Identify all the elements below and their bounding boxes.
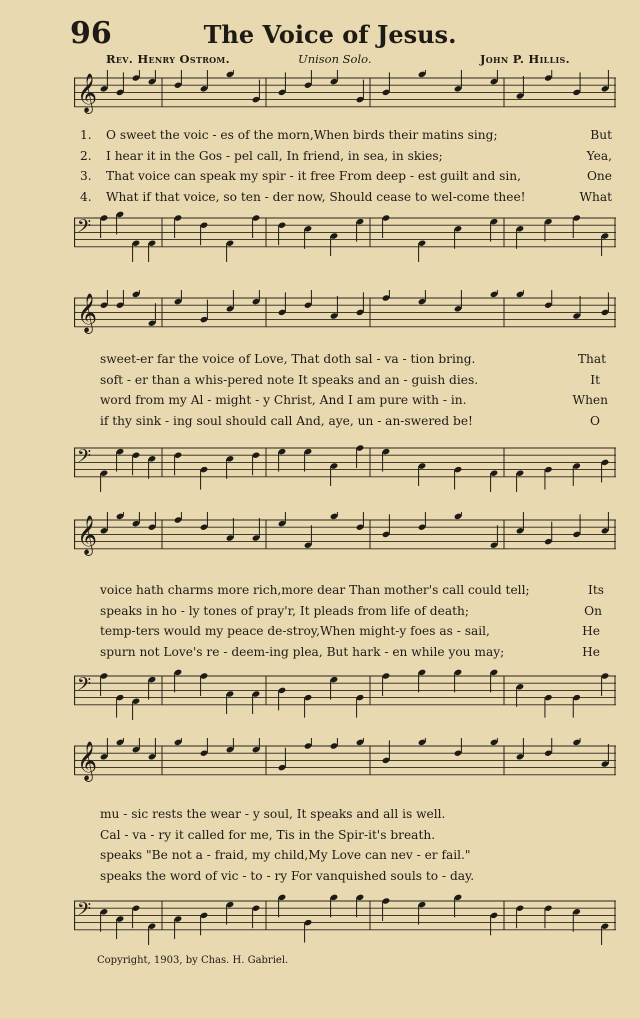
lyric-line: mu - sic rests the wear - y soul, It speaks and all is well. [100, 807, 446, 821]
treble-staff-system-2 [74, 290, 616, 342]
lyric-line: speaks the word of vic - to - ry For vanquished souls to - day. [100, 868, 475, 883]
bass-staff-system-1 [74, 210, 616, 262]
lyric-line: if thy sink - ing soul should call And, aye, un - an-swered be! O [100, 413, 600, 428]
treble-staff-system-3 [74, 512, 616, 564]
lyric-line: speaks "Be not a - fraid, my child,My Love can nev - er fail." [100, 848, 471, 862]
lyric-line: soft - er than a whis-pered note It speaks and an - guish dies. It [100, 372, 600, 387]
lyrics-system-3 [80, 583, 616, 665]
music-composer: John P. Hillis. [480, 52, 570, 66]
lyric-line: 4. What if that voice, so ten - der now, Should cease to wel-come thee! What [80, 189, 612, 204]
treble-clef-icon: 𝄞 [77, 292, 98, 333]
treble-staff-system-1 [74, 70, 616, 122]
bass-staff-system-2 [74, 440, 616, 492]
hymn-title: The Voice of Jesus. [203, 20, 457, 49]
lyric-line: word from my Al - might - y Christ, And I am pure with - in. When [100, 393, 608, 407]
lyric-line: 1. O sweet the voic - es of the morn,When birds their matins sing; But [80, 128, 612, 142]
page-number: 96 [70, 16, 112, 51]
staff-lines [74, 290, 616, 342]
treble-clef-icon: 𝄞 [77, 740, 98, 781]
lyric-line: speaks in ho - ly tones of pray'r, It pleads from life of death; On [100, 603, 602, 618]
staff-lines [74, 893, 616, 945]
performance-note: Unison Solo. [298, 52, 372, 66]
staff-lines [74, 738, 616, 790]
lyric-line: 2. I hear it in the Gos - pel call, In friend, in sea, in skies; Yea, [80, 148, 612, 163]
lyric-line: temp-ters would my peace de-stroy,When might-y foes as - sail, He [100, 624, 600, 638]
staff-lines [74, 70, 616, 122]
staff-lines [74, 512, 616, 564]
lyrics-system-4 [80, 807, 616, 889]
staff-lines [74, 210, 616, 262]
bass-clef-icon: 𝄢 [77, 674, 92, 700]
lyrics-system-1 [80, 128, 616, 210]
lyric-line: 3. That voice can speak my spir - it free From deep - est guilt and sin, One [80, 169, 612, 183]
bass-staff-system-4 [74, 893, 616, 945]
bass-clef-icon: 𝄢 [77, 446, 92, 472]
staff-lines [74, 668, 616, 720]
words-author: Rev. Henry Ostrom. [106, 52, 230, 66]
treble-clef-icon: 𝄞 [77, 72, 98, 113]
bass-staff-system-3 [74, 668, 616, 720]
lyrics-system-2 [80, 352, 616, 434]
treble-clef-icon: 𝄞 [77, 514, 98, 555]
treble-staff-system-4 [74, 738, 616, 790]
bass-clef-icon: 𝄢 [77, 899, 92, 925]
lyric-line: voice hath charms more rich,more dear Than mother's call could tell; Its [100, 583, 604, 597]
lyric-line: Cal - va - ry it called for me, Tis in the Spir-it's breath. [100, 827, 436, 842]
staff-lines [74, 440, 616, 492]
lyric-line: sweet-er far the voice of Love, That doth sal - va - tion bring. That [100, 352, 606, 366]
lyric-line: spurn not Love's re - deem-ing plea, But hark - en while you may; He [100, 644, 600, 659]
bass-clef-icon: 𝄢 [77, 216, 92, 242]
copyright-notice: Copyright, 1903, by Chas. H. Gabriel. [97, 955, 289, 966]
